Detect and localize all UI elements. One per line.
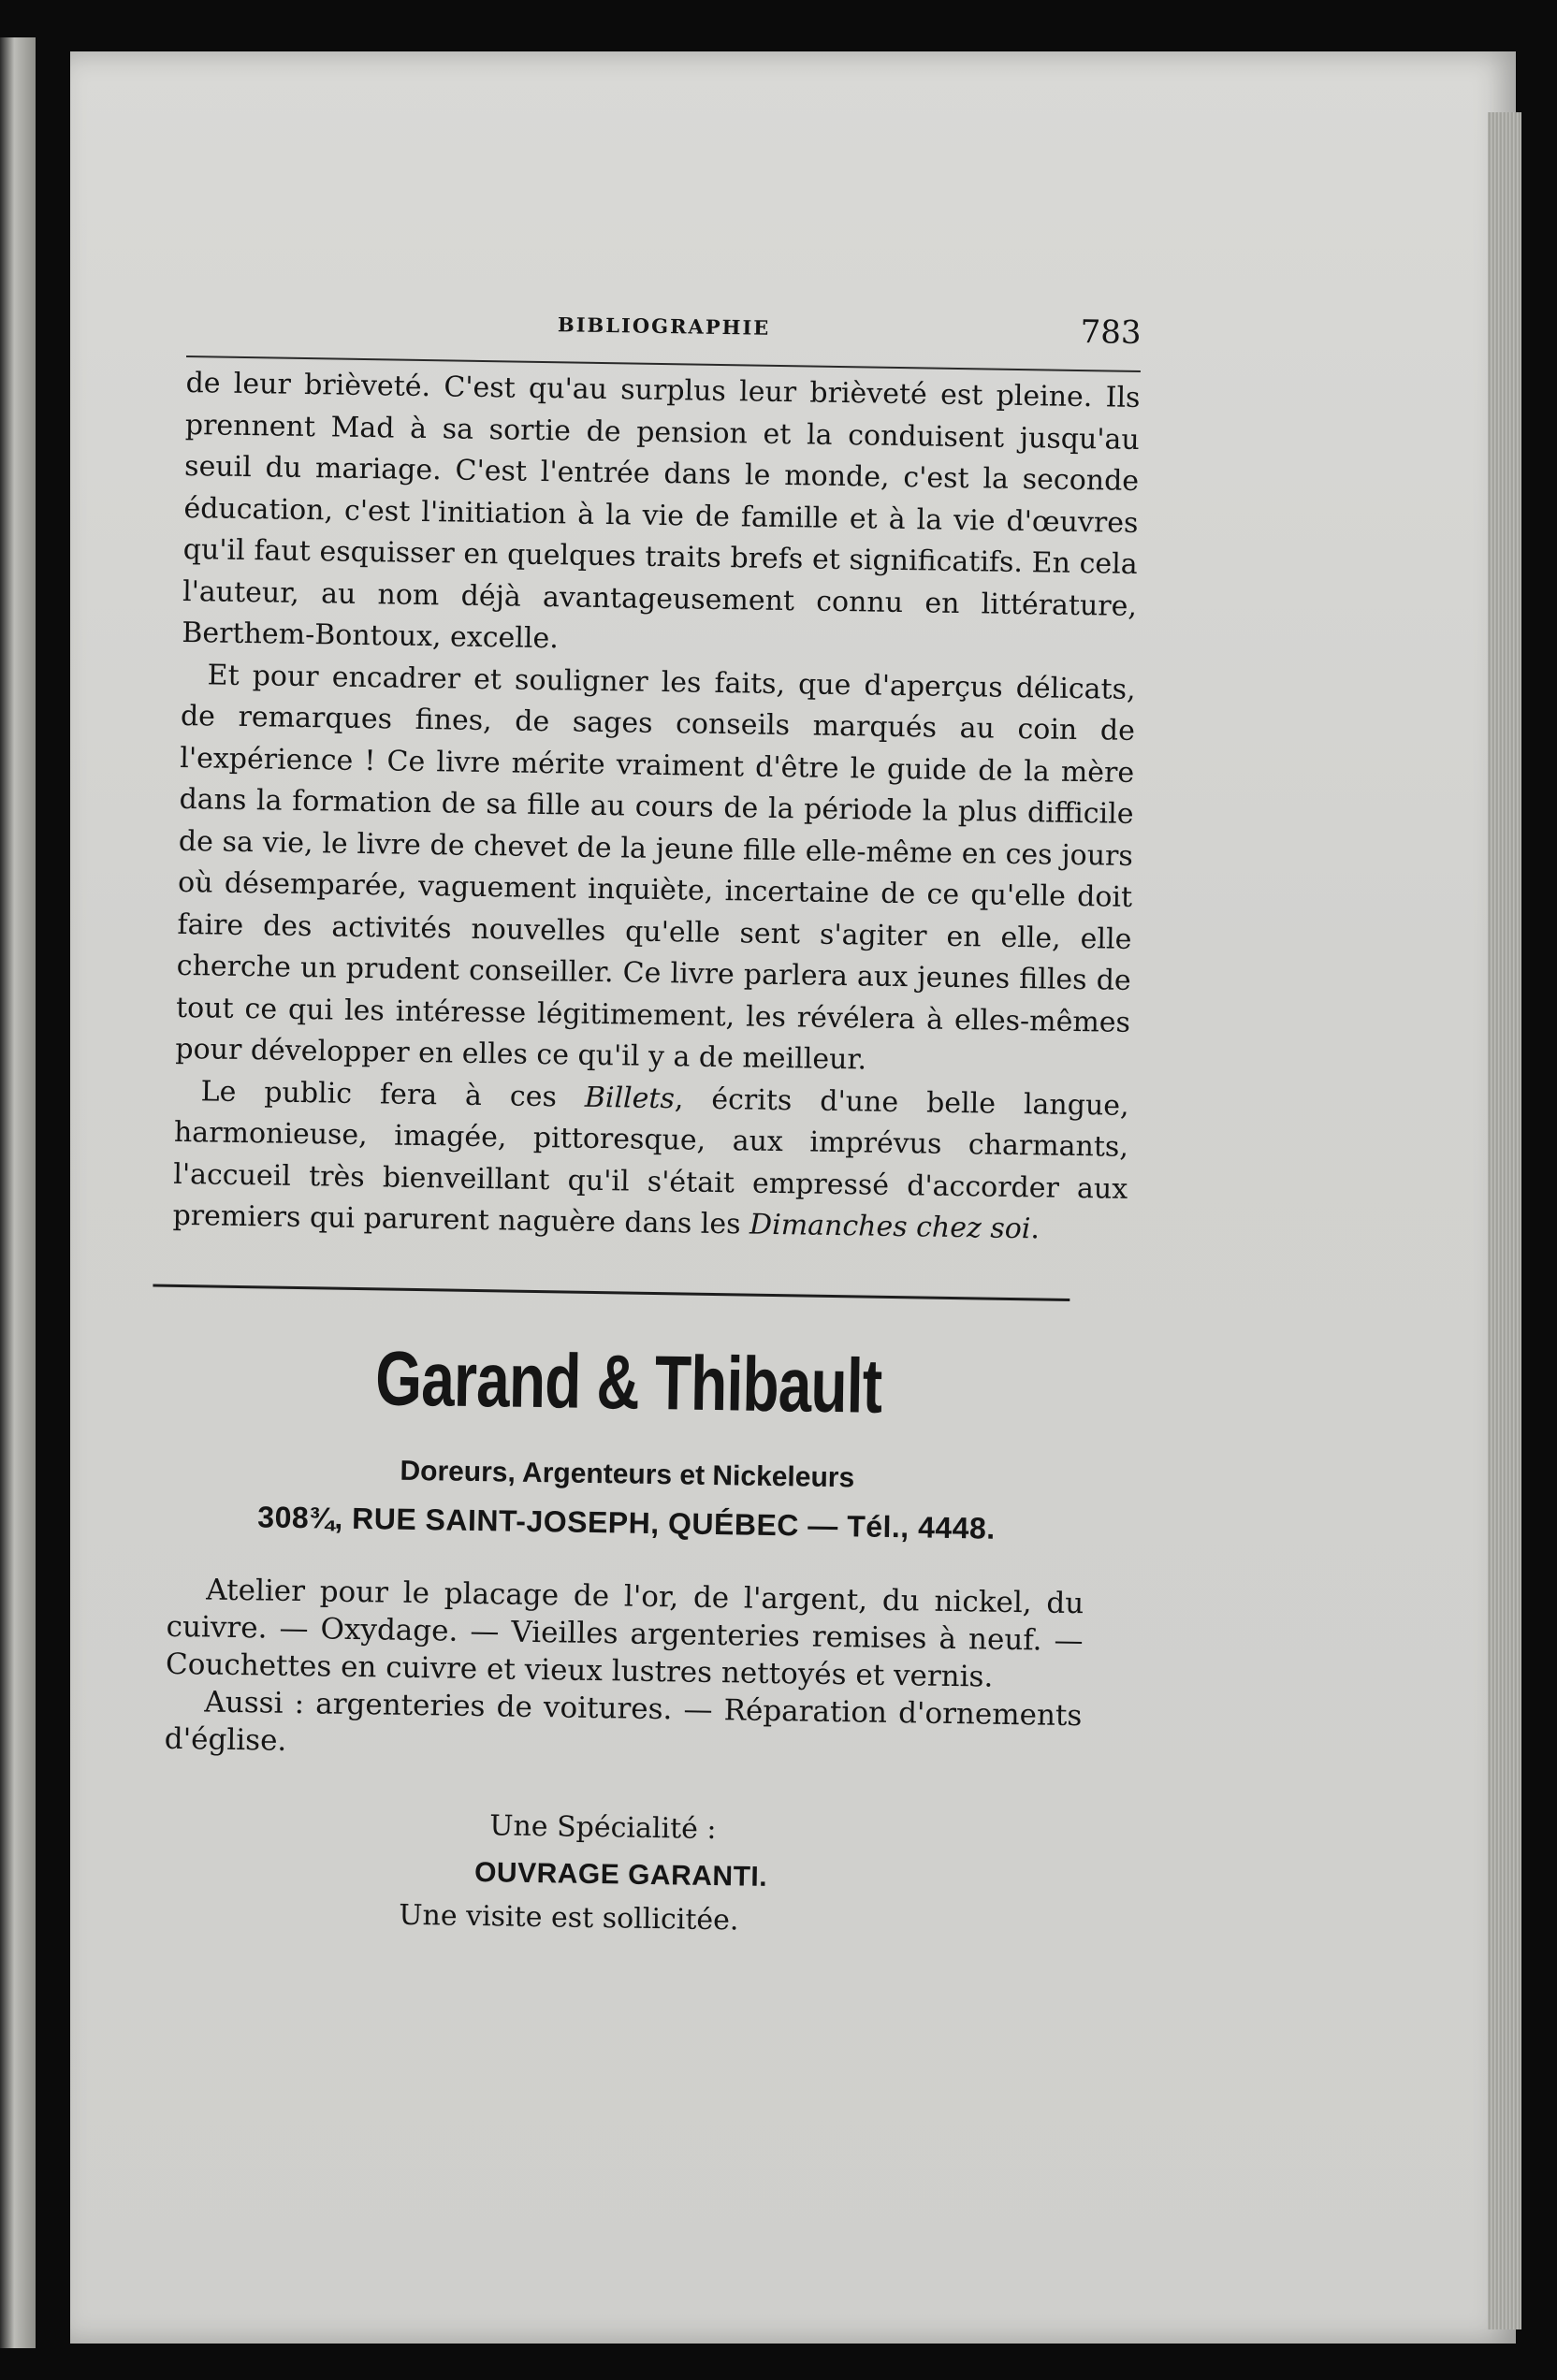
article-paragraph-final: [172, 1070, 1129, 1252]
text-run: , écrits d'une belle langue, harmonieuse, imagée, pittoresque, aux imprévus charmants, l'accueil très bienveillant qu'il s'était empressé d'accorder aux premiers qui parurent naguère dans les: [172, 1081, 1129, 1241]
italic-title-billets: Billets: [584, 1081, 676, 1115]
text-run: Le public fera à ces: [200, 1074, 586, 1114]
page-number: 783: [1080, 313, 1142, 353]
running-head-title: BIBLIOGRAPHIE: [557, 312, 771, 340]
specialty: OUVRAGE GARANTI.: [473, 1856, 768, 1893]
advertisement-description: [165, 1570, 1084, 1771]
italic-title-dimanches: Dimanches chez soi: [749, 1208, 1031, 1246]
section-divider: [153, 1284, 1070, 1300]
firm-name: Garand & Thibault: [374, 1335, 883, 1429]
advertisement-closing: [162, 1804, 1081, 1941]
invitation: Une visite est sollicitée.: [398, 1898, 739, 1937]
article-paragraph: Et pour encadrer et souligner les faits, que d'aperçus délicats, de remarques fines, de sages conseils marqués au coin de l'expérience ! Ce livre mérite vraiment d'être le guide de la mère dans la formation de sa fille au cours de la période la plus difficile de sa vie, le livre de chevet de la jeune fille elle-même en ces jours où désemparée, vaguement inquiète, incertaine de ce qu'elle doit faire des activités nouvelles qu'elle sent s'agiter en elle, elle cherche un prudent conseiller. Ce livre parlera aux jeunes filles de tout ce qui les intéresse légitimement, les révélera à elles-mêmes pour développer en elles ce qu'il y a de meilleur.: [175, 658, 1136, 1077]
text-run: .: [1030, 1212, 1040, 1246]
article-text: [172, 363, 1141, 1252]
adjacent-page-edge: [0, 37, 36, 2348]
ad-paragraph: Aussi : argenteries de voitures. — Réparation d'ornements d'église.: [164, 1684, 1083, 1758]
page-content: [162, 299, 1142, 1942]
ad-paragraph: Atelier pour le placage de l'or, de l'argent, du nickel, du cuivre. — Oxydage. — Vieilles argenteries remises à neuf. — Couchettes en cuivre et vieux lustres nettoyés et vernis.: [165, 1572, 1084, 1694]
firm-address: 308¾, RUE SAINT-JOSEPH, QUÉBEC — Tél., 4448.: [257, 1499, 996, 1546]
specialty-label: Une Spécialité :: [488, 1808, 717, 1846]
article-paragraph: de leur brièveté. C'est qu'au surplus leur brièveté est pleine. Ils prennent Mad à sa sortie de pension et la conduisent jusqu'au seuil du mariage. C'est l'entrée dans le monde, c'est la seconde éducation, c'est l'initiation à la vie de famille et à la vie d'œuvres qu'il faut esquisser en quelques traits brefs et significatifs. En cela l'auteur, au nom déjà avantageusement connu en littérature, Berthem-Bontoux, excelle.: [182, 366, 1141, 656]
book-page-edges: [1488, 112, 1521, 2329]
firm-trades: Doreurs, Argenteurs et Nickeleurs: [400, 1455, 855, 1493]
advertisement: [167, 1324, 1087, 1546]
